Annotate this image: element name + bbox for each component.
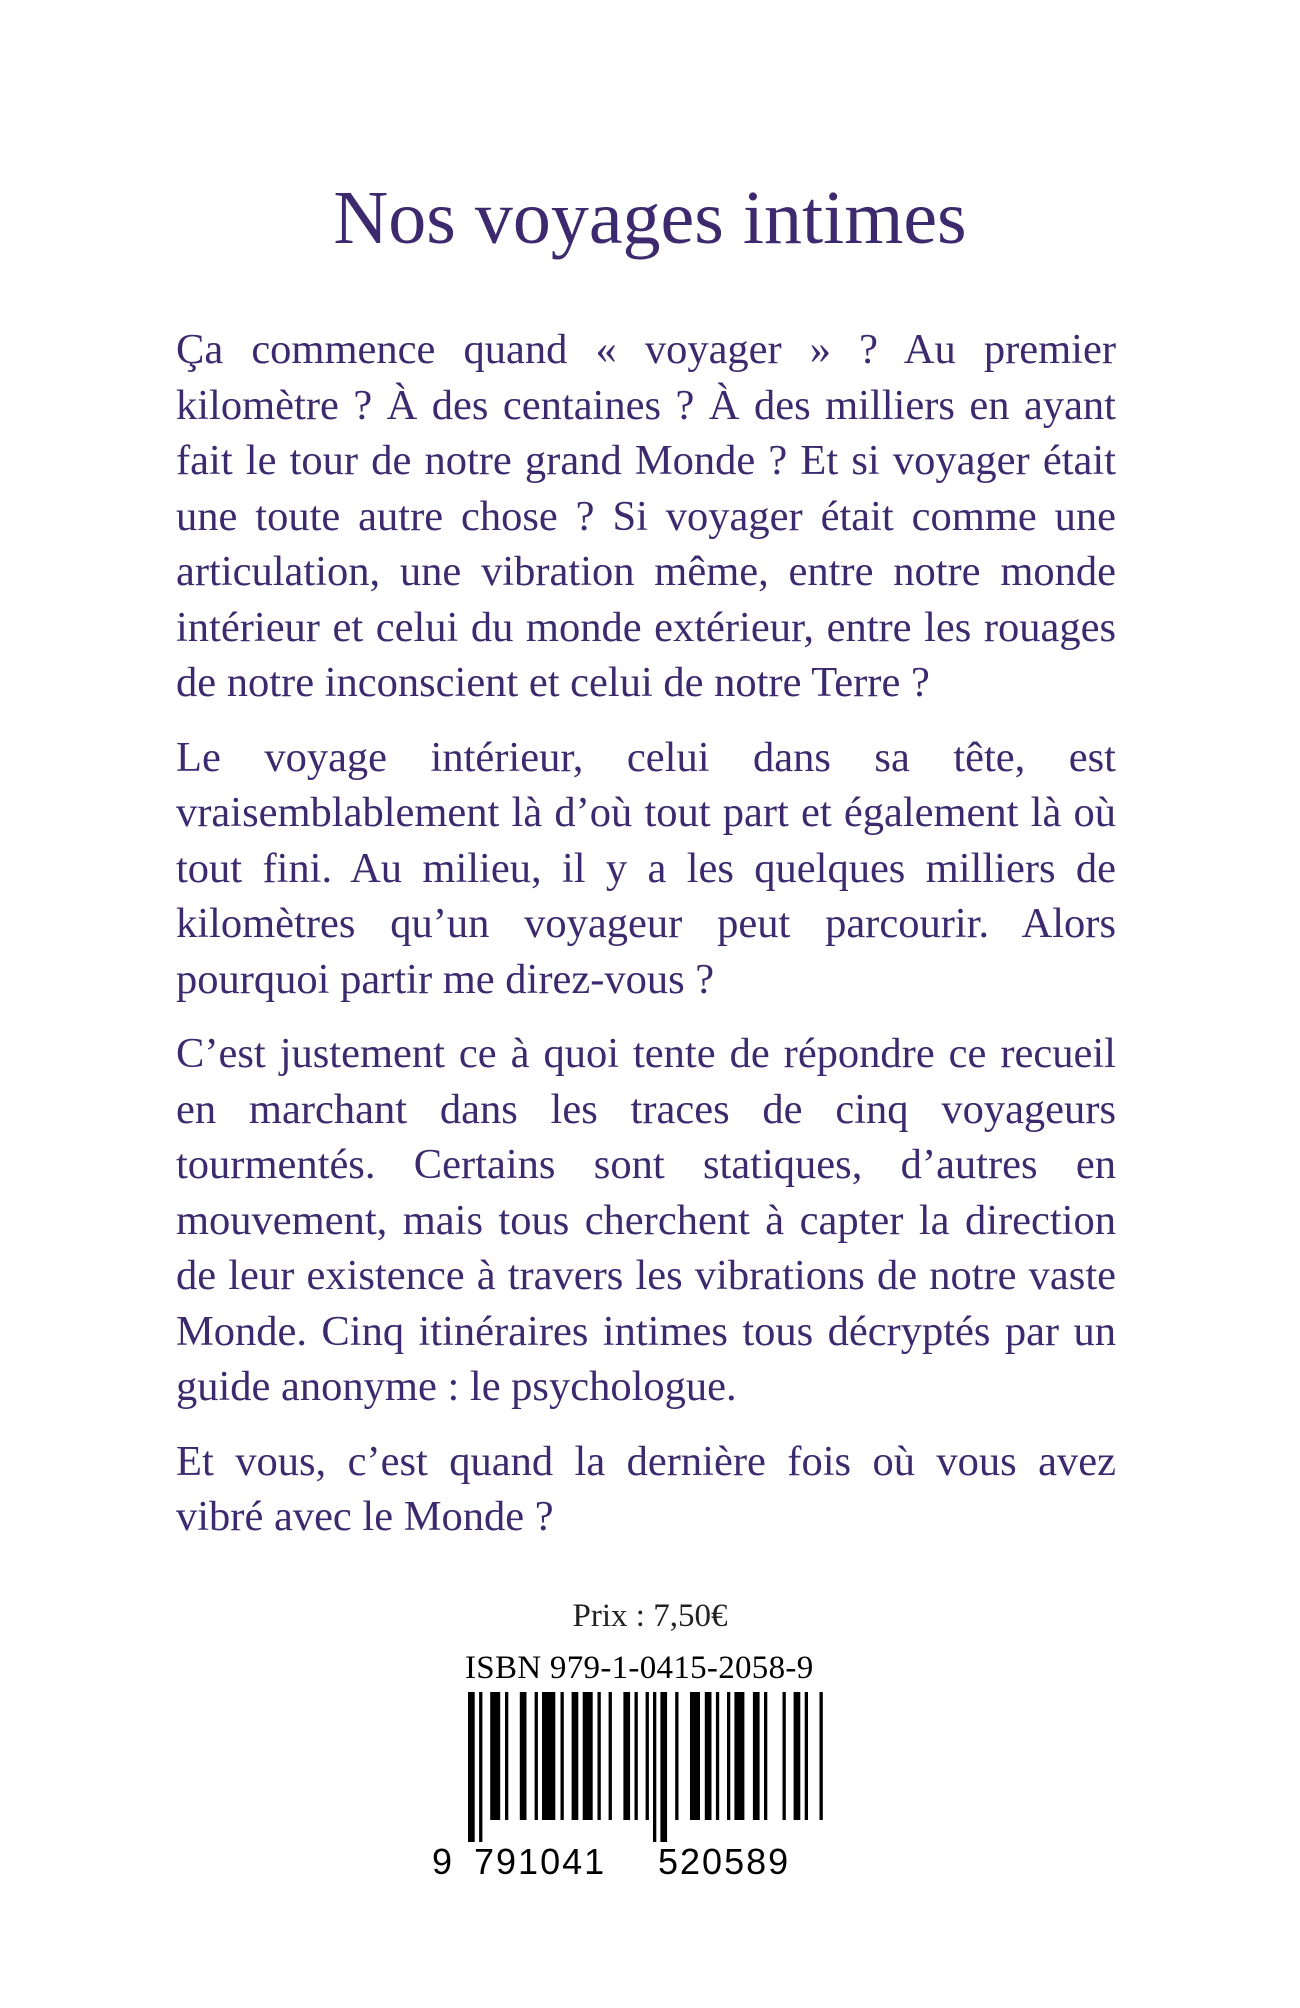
barcode-bar [764,1692,767,1820]
blurb-paragraph-2: Le voyage intérieur, celui dans sa tête, est vraisemblablement là d’où tout part et également là où tout fini. Au milieu, il y a les quelques milliers de kilomètres qu’un voyageur peut parcourir. Alors pourquoi partir me direz-vous ? [176,733,1116,1003]
barcode-bar [660,1692,667,1842]
barcode-bar [783,1692,786,1820]
barcode-bar [646,1692,649,1820]
barcode-bar [561,1692,564,1820]
barcode-bar [635,1692,638,1820]
barcode-bar [753,1692,760,1820]
barcode-bar [572,1692,579,1820]
barcode-bar [690,1692,700,1820]
barcode-bar [583,1692,593,1820]
blurb [176,322,1116,1564]
barcode-bar [716,1692,719,1820]
book-title: Nos voyages intimes [333,176,967,260]
barcode-digits-left: 791041 [474,1841,607,1882]
barcode-bar [520,1692,527,1820]
barcode-bar [490,1692,500,1820]
blurb-paragraph-4: Et vous, c’est quand la dernière fois où vous avez vibré avec le Monde ? [176,1437,1116,1540]
barcode-bar [609,1692,612,1820]
blurb-paragraph-3: C’est justement ce à quoi tente de répondre ce recueil en marchant dans les traces de cinq voyageurs tourmentés. Certains sont statiques, d’autres en mouvement, mais tous cherchent à capter la direction de leur existence à travers les vibrations de notre vaste Monde. Cinq itinéraires intimes tous décryptés par un guide anonyme : le psychologue. [176,1030,1116,1410]
barcode-bar [805,1692,808,1820]
barcode-bar [794,1692,801,1820]
barcode-bars [460,1692,830,1842]
isbn-label: ISBN 979-1-0415-2058-9 [465,1650,814,1686]
barcode-bar [468,1692,475,1842]
barcode-bar [820,1692,823,1820]
barcode-bar [479,1692,482,1842]
price-label: Prix : 7,50€ [572,1598,728,1634]
barcode-bar [727,1692,730,1820]
blurb-paragraph-1: Ça commence quand « voyager » ? Au premier kilomètre ? À des centaines ? À des milliers en ayant fait le tour de notre grand Monde ? Et si voyager était une toute autre chose ? Si voyager était comme une articulation, une vibration même, entre notre monde intérieur et celui du monde extérieur, entre les rouages de notre inconscient et celui de notre Terre ? [176,326,1116,706]
barcode-bar [535,1692,538,1820]
barcode-bar [705,1692,712,1820]
barcode-bar [542,1692,555,1820]
barcode-bar [734,1692,744,1820]
barcode-digit-first: 9 [432,1841,453,1882]
barcode-digits-right: 520589 [658,1841,791,1882]
barcode-bar [623,1692,630,1820]
barcode-bar [505,1692,508,1820]
barcode-bar [675,1692,678,1820]
barcode-bar [653,1692,656,1842]
barcode-bar [598,1692,601,1820]
